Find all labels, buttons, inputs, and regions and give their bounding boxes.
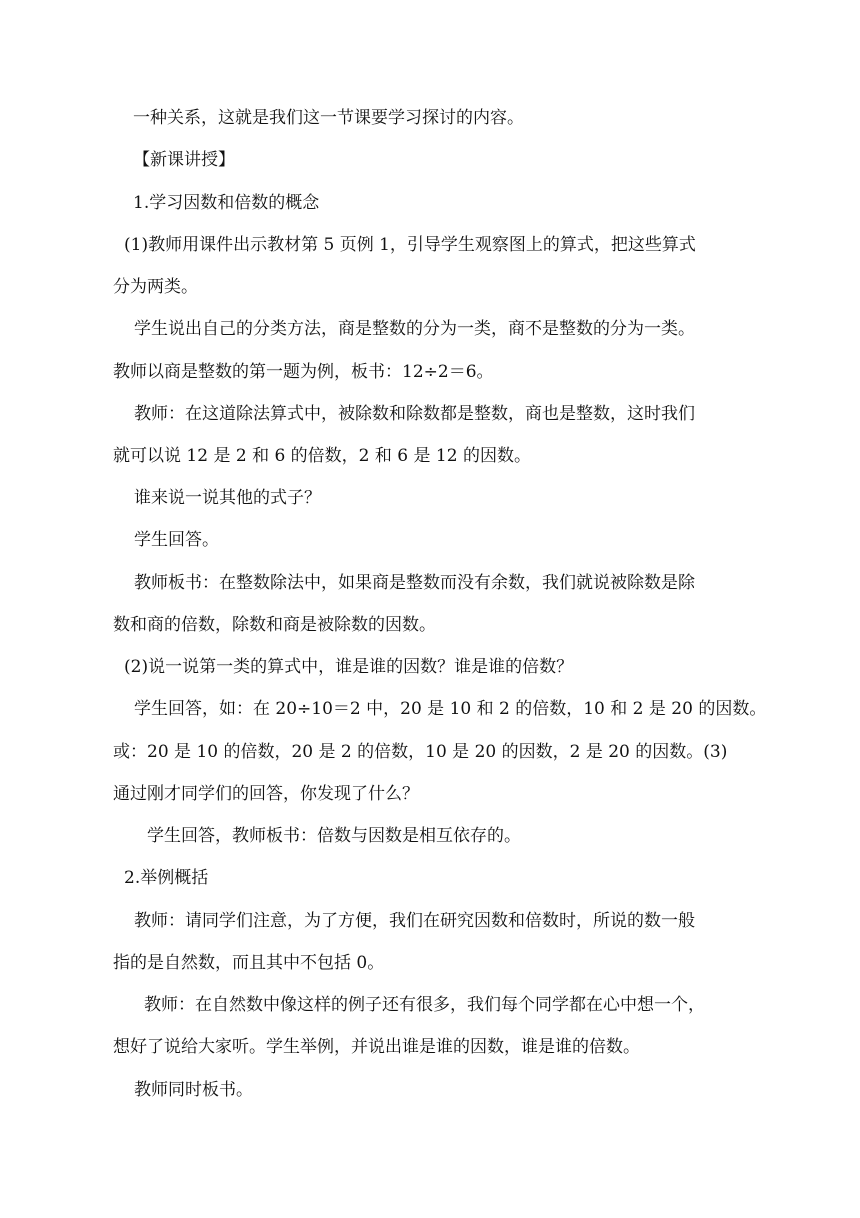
paragraph-line: 学生说出自己的分类方法，商是整数的分为一类，商不是整数的分为一类。 xyxy=(134,319,695,339)
paragraph-line: 学生回答，教师板书：倍数与因数是相互依存的。 xyxy=(147,826,521,846)
paragraph-line: 谁来说一说其他的式子？ xyxy=(134,488,321,508)
paragraph-line: 想好了说给大家听。学生举例，并说出谁是谁的因数，谁是谁的倍数。 xyxy=(113,1037,640,1057)
subsection-heading: 2.举例概括 xyxy=(124,868,209,888)
paragraph-line: 就可以说 12 是 2 和 6 的倍数，2 和 6 是 12 的因数。 xyxy=(113,446,531,466)
paragraph-line: 指的是自然数，而且其中不包括 0。 xyxy=(113,953,385,973)
paragraph-line: 分为两类。 xyxy=(113,277,198,297)
paragraph-line: 教师板书：在整数除法中，如果商是整数而没有余数，我们就说被除数是除 xyxy=(134,573,695,593)
paragraph-line: 或：20 是 10 的倍数，20 是 2 的倍数，10 是 20 的因数，2 是 20 的因数。(3) xyxy=(113,742,728,762)
paragraph-line: 教师：请同学们注意，为了方便，我们在研究因数和倍数时，所说的数一般 xyxy=(134,911,695,931)
paragraph-line: 一种关系，这就是我们这一节课要学习探讨的内容。 xyxy=(133,108,524,128)
paragraph-line: 数和商的倍数，除数和商是被除数的因数。 xyxy=(113,615,436,635)
paragraph-line: 教师：在自然数中像这样的例子还有很多，我们每个同学都在心中想一个， xyxy=(144,995,705,1015)
subsection-heading: 1.学习因数和倍数的概念 xyxy=(133,193,320,213)
paragraph-line: 教师同时板书。 xyxy=(134,1080,253,1100)
paragraph-line: 学生回答。 xyxy=(134,530,219,550)
paragraph-line: 教师：在这道除法算式中，被除数和除数都是整数，商也是整数，这时我们 xyxy=(134,404,695,424)
section-heading: 【新课讲授】 xyxy=(133,150,235,170)
paragraph-line: 教师以商是整数的第一题为例，板书：12÷2＝6。 xyxy=(113,362,494,382)
paragraph-line: 通过刚才同学们的回答，你发现了什么？ xyxy=(113,784,419,804)
paragraph-line: (1)教师用课件出示教材第 5 页例 1，引导学生观察图上的算式，把这些算式 xyxy=(124,235,696,255)
paragraph-line: 学生回答，如：在 20÷10＝2 中，20 是 10 和 2 的倍数，10 和 2 是 20 的因数。 xyxy=(134,699,767,719)
paragraph-line: (2)说一说第一类的算式中，谁是谁的因数？谁是谁的倍数？ xyxy=(124,657,574,677)
